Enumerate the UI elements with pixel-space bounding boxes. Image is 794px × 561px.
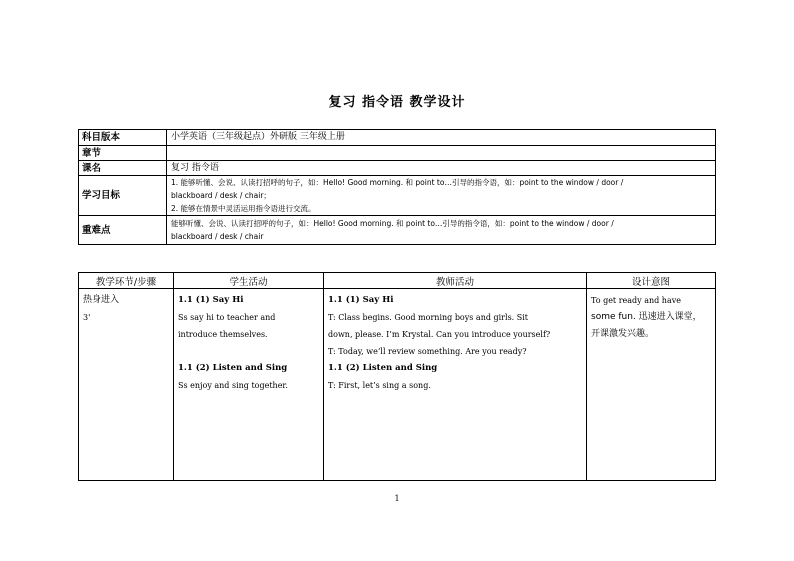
course-info-table	[78, 129, 716, 245]
info-row-subject	[79, 130, 716, 146]
teacher-section-1-title: 1.1 (1) Say Hi	[328, 295, 394, 305]
teacher-section-2-title: 1.1 (2) Listen and Sing	[328, 363, 438, 373]
header-design-intent: 设计意图	[587, 273, 716, 289]
design-intent-cell	[587, 289, 716, 481]
info-value-chapter	[167, 146, 716, 161]
step-name: 热身进入	[83, 295, 120, 305]
intent-line: some fun. 迅速进入课堂，	[591, 312, 702, 322]
info-label-chapter: 章节	[79, 146, 167, 161]
header-student-activity: 学生活动	[174, 273, 324, 289]
student-line: Ss enjoy and sing together.	[178, 381, 288, 390]
step-cell	[79, 289, 174, 481]
keypoint-line-1: 能够听懂、会说、认读打招呼的句子，如：Hello! Good morning. 和 point to…引导的指令语，如：point to the window / door /	[171, 219, 614, 228]
student-line: Ss say hi to teacher and	[178, 313, 276, 322]
keypoint-line-2: blackboard / desk / chair	[171, 232, 264, 241]
intent-line: To get ready and have	[591, 296, 681, 305]
teacher-line: T: Today, we’ll review something. Are you ready?	[328, 347, 527, 356]
table-row	[79, 289, 716, 481]
info-value-lesson: 复习 指令语	[167, 161, 716, 176]
document-title: 复习 指令语 教学设计	[328, 95, 466, 110]
teacher-line: down, please. I’m Krystal. Can you introduce yourself?	[328, 330, 551, 339]
objective-line-2: blackboard / desk / chair；	[171, 191, 271, 200]
student-line: introduce themselves.	[178, 330, 268, 339]
info-row-lesson	[79, 161, 716, 176]
step-time: 3'	[83, 313, 91, 322]
info-label-lesson: 课名	[79, 161, 167, 176]
info-value-subject: 小学英语（三年级起点）外研版 三年级上册	[167, 130, 716, 146]
info-value-objectives	[167, 176, 716, 216]
student-section-2-title: 1.1 (2) Listen and Sing	[178, 363, 288, 373]
objective-line-1: 1. 能够听懂、会说、认读打招呼的句子，如：Hello! Good morning. 和 point to…引导的指令语，如：point to the window / door /	[171, 178, 624, 187]
info-value-keypoints	[167, 216, 716, 245]
teacher-line: T: Class begins. Good morning boys and girls. Sit	[328, 313, 529, 322]
student-activity-cell	[174, 289, 324, 481]
intent-line: 开课激发兴趣。	[591, 329, 655, 339]
objective-line-3: 2. 能够在情景中灵活运用指令语进行交流。	[171, 204, 316, 213]
page-number: 1	[394, 494, 400, 503]
teaching-process-table	[78, 272, 716, 481]
header-step: 教学环节/步骤	[79, 273, 174, 289]
info-row-chapter	[79, 146, 716, 161]
info-label-keypoints: 重难点	[79, 216, 167, 245]
header-teacher-activity: 教师活动	[324, 273, 587, 289]
info-row-objectives	[79, 176, 716, 216]
info-label-subject: 科目版本	[79, 130, 167, 146]
teacher-activity-cell	[324, 289, 587, 481]
teacher-line: T: First, let’s sing a song.	[328, 381, 431, 390]
info-row-keypoints	[79, 216, 716, 245]
table-header-row	[79, 273, 716, 289]
info-label-objectives: 学习目标	[79, 176, 167, 216]
student-section-1-title: 1.1 (1) Say Hi	[178, 295, 244, 305]
